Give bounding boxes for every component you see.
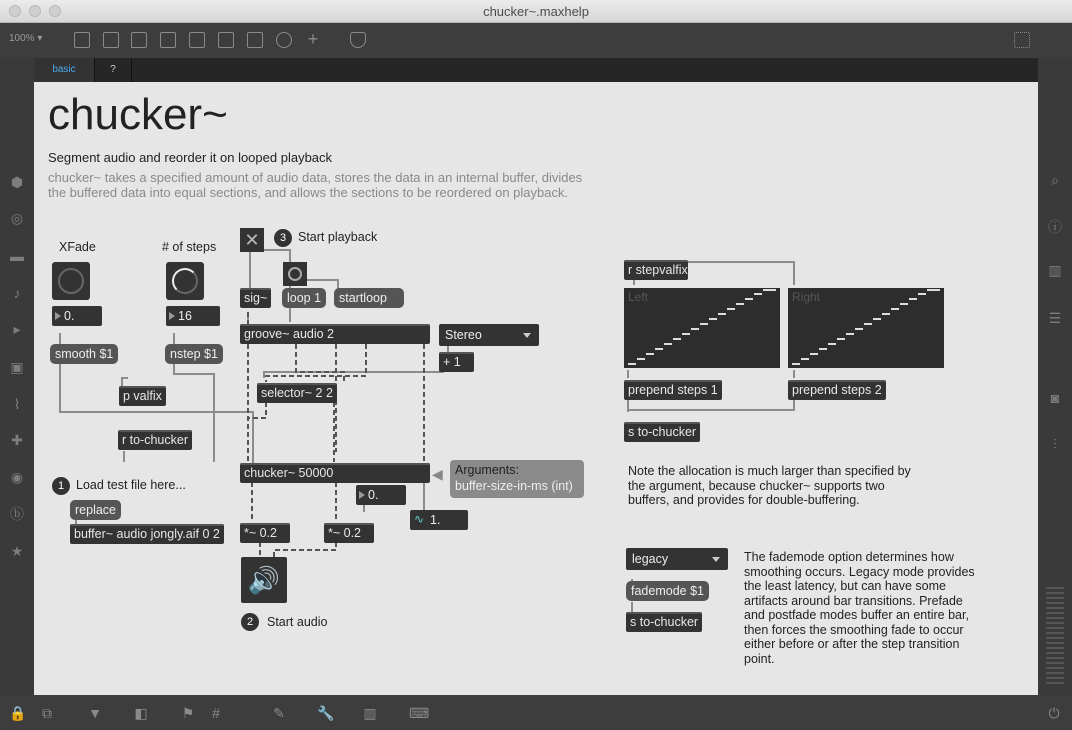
toggle[interactable]	[240, 228, 264, 252]
speaker-icon: 🔊	[247, 565, 281, 595]
toggle-icon[interactable]	[160, 32, 176, 48]
gain-number[interactable]: 0.	[356, 485, 406, 505]
start-playback-label: Start playback	[298, 230, 378, 244]
tab-basic[interactable]: basic	[34, 58, 94, 82]
steps-dial[interactable]	[166, 262, 204, 300]
presentation-icon[interactable]	[74, 32, 90, 48]
arrow-left-icon: ◀	[432, 466, 443, 482]
title-bar	[0, 0, 1072, 23]
s-to-chucker-bottom-object[interactable]: s to-chucker	[626, 612, 702, 632]
image-icon[interactable]: ▣	[10, 359, 24, 375]
piano-icon[interactable]: ▥	[363, 705, 377, 721]
package-icon[interactable]: ⬢	[10, 174, 24, 190]
plugin-icon[interactable]: ✚	[11, 432, 23, 448]
plus-object[interactable]: + 1	[439, 352, 474, 372]
xfade-number[interactable]: 0.	[52, 306, 102, 326]
grid-toggle-icon[interactable]: #	[212, 705, 220, 721]
book-icon[interactable]: ▥	[1048, 262, 1062, 278]
bang-button[interactable]	[283, 262, 307, 286]
nstep-message[interactable]: nstep $1	[165, 344, 223, 364]
left-sidebar	[0, 82, 34, 695]
sig-object[interactable]: sig~	[240, 288, 271, 308]
smooth-message[interactable]: smooth $1	[50, 344, 118, 364]
startloop-message[interactable]: startloop	[334, 288, 404, 308]
beap-icon[interactable]: ⓑ	[10, 506, 24, 522]
step-one-badge: 1	[52, 477, 70, 495]
slider-icon[interactable]	[247, 32, 263, 48]
target-icon[interactable]: ◎	[10, 210, 24, 226]
s-to-chucker-object[interactable]: s to-chucker	[624, 422, 700, 442]
arguments-callout	[450, 460, 584, 498]
page-title: chucker~	[48, 90, 228, 139]
comment-icon[interactable]	[131, 32, 147, 48]
buffer-object[interactable]: buffer~ audio jongly.aif 0 2	[70, 524, 224, 544]
mixer-icon[interactable]: ⫶	[1053, 436, 1057, 452]
dial-icon[interactable]	[276, 32, 292, 48]
left-step-bars	[624, 288, 780, 368]
allocation-note: Note the allocation is much larger than specified by the argument, because chucker~ supports two buffers, and provides for double-buffering.	[628, 464, 911, 507]
page-description: chucker~ takes a specified amount of audio data, stores the data in an internal buffer, divides the buffered data into equal sections, and allows the sections to be reordered on playback.	[48, 170, 583, 200]
paint-bucket-icon[interactable]	[350, 32, 366, 48]
start-audio-label: Start audio	[267, 615, 328, 629]
gain-left-object[interactable]: *~ 0.2	[240, 523, 290, 543]
camera-icon[interactable]: ◙	[1050, 390, 1060, 406]
arguments-title: Arguments:	[455, 463, 519, 477]
wrench-icon[interactable]: 🔧	[317, 705, 335, 721]
paperclip-icon[interactable]: ⌇	[13, 396, 21, 412]
sequence-icon[interactable]: ▸	[13, 321, 21, 337]
step-three-badge: 3	[274, 229, 292, 247]
steps-label: # of steps	[162, 240, 217, 254]
mute-icon[interactable]: ⚑	[181, 705, 195, 721]
prepend-steps-1-object[interactable]: prepend steps 1	[624, 380, 722, 400]
steps-number[interactable]: 16	[166, 306, 220, 326]
float-signal-number[interactable]: ∿ 1.	[410, 510, 468, 530]
gain-right-object[interactable]: *~ 0.2	[324, 523, 374, 543]
chucker-object[interactable]: chucker~ 50000	[240, 463, 430, 483]
load-test-label: Load test file here...	[76, 478, 186, 492]
presentation-mode-icon[interactable]: ⧉	[42, 705, 52, 721]
button-icon[interactable]	[189, 32, 205, 48]
stereo-menu[interactable]: Stereo	[439, 324, 539, 346]
groove-object[interactable]: groove~ audio 2	[240, 324, 430, 344]
window-title: chucker~.maxhelp	[483, 4, 589, 19]
left-plot-title: Left	[628, 290, 649, 304]
p-valfix-object[interactable]: p valfix	[119, 386, 166, 406]
bottom-toolbar	[0, 695, 1072, 730]
tab-help[interactable]: ?	[94, 58, 132, 82]
right-plot-title: Right	[792, 290, 821, 304]
toggle-x-icon: ✕	[244, 230, 260, 250]
film-icon[interactable]: ▬	[10, 248, 24, 264]
left-step-plot[interactable]	[624, 288, 780, 368]
grid-icon[interactable]	[1014, 32, 1030, 48]
fademode-menu[interactable]: legacy	[626, 548, 728, 570]
toolbar	[0, 23, 1072, 58]
right-sidebar	[1038, 82, 1072, 695]
fademode-note: The fademode option determines how smoothing occurs. Legacy mode provides the least latency, but can have some artifacts around bar transitions. Prefade and postfade modes buffer an entire bar, then forces the smoothing fade to occur either before or after the step transition point.	[744, 550, 975, 666]
power-icon[interactable]: ⏻	[1048, 705, 1060, 721]
arguments-value: buffer-size-in-ms (int)	[455, 479, 573, 493]
r-to-chucker-object[interactable]: r to-chucker	[118, 430, 192, 450]
keyboard-icon[interactable]: ⌨	[409, 705, 430, 721]
layers-icon[interactable]: ◧	[134, 705, 148, 721]
right-step-bars	[788, 288, 944, 368]
step-two-badge: 2	[241, 613, 259, 631]
star-icon[interactable]: ★	[10, 543, 24, 559]
page-subtitle: Segment audio and reorder it on looped playback	[48, 150, 333, 165]
zoom-menu[interactable]: 100% ▾	[9, 33, 43, 44]
r-stepvalfix-object[interactable]: r stepvalfix	[624, 260, 688, 280]
xfade-label: XFade	[59, 240, 96, 254]
add-object-icon[interactable]: +	[307, 29, 319, 49]
bang-circle-icon	[288, 267, 302, 281]
right-step-plot[interactable]	[788, 288, 944, 368]
meter	[1046, 587, 1064, 687]
message-icon[interactable]	[218, 32, 234, 48]
object-icon[interactable]	[103, 32, 119, 48]
lock-icon[interactable]: 🔒	[9, 705, 27, 721]
patcher-canvas	[34, 82, 1038, 695]
search-icon[interactable]: ⌕	[1051, 172, 1059, 188]
comment-bubble-icon[interactable]: ▼	[88, 705, 102, 721]
loop-message[interactable]: loop 1	[282, 288, 326, 308]
fademode-message[interactable]: fademode $1	[626, 581, 709, 601]
tab-bar	[34, 58, 1038, 82]
vizzie-icon[interactable]: ◉	[10, 469, 24, 485]
prepend-steps-2-object[interactable]: prepend steps 2	[788, 380, 886, 400]
ezdac[interactable]	[241, 557, 287, 603]
list-icon[interactable]: ☰	[1048, 310, 1062, 326]
replace-message[interactable]: replace	[70, 500, 121, 520]
info-icon[interactable]: ⓘ	[1048, 219, 1062, 235]
xfade-dial[interactable]	[52, 262, 90, 300]
signal-wave-icon: ∿	[414, 512, 425, 526]
selector-object[interactable]: selector~ 2 2	[257, 383, 337, 403]
music-icon[interactable]: ♪	[13, 285, 21, 301]
debug-icon[interactable]: ✎	[273, 705, 285, 721]
